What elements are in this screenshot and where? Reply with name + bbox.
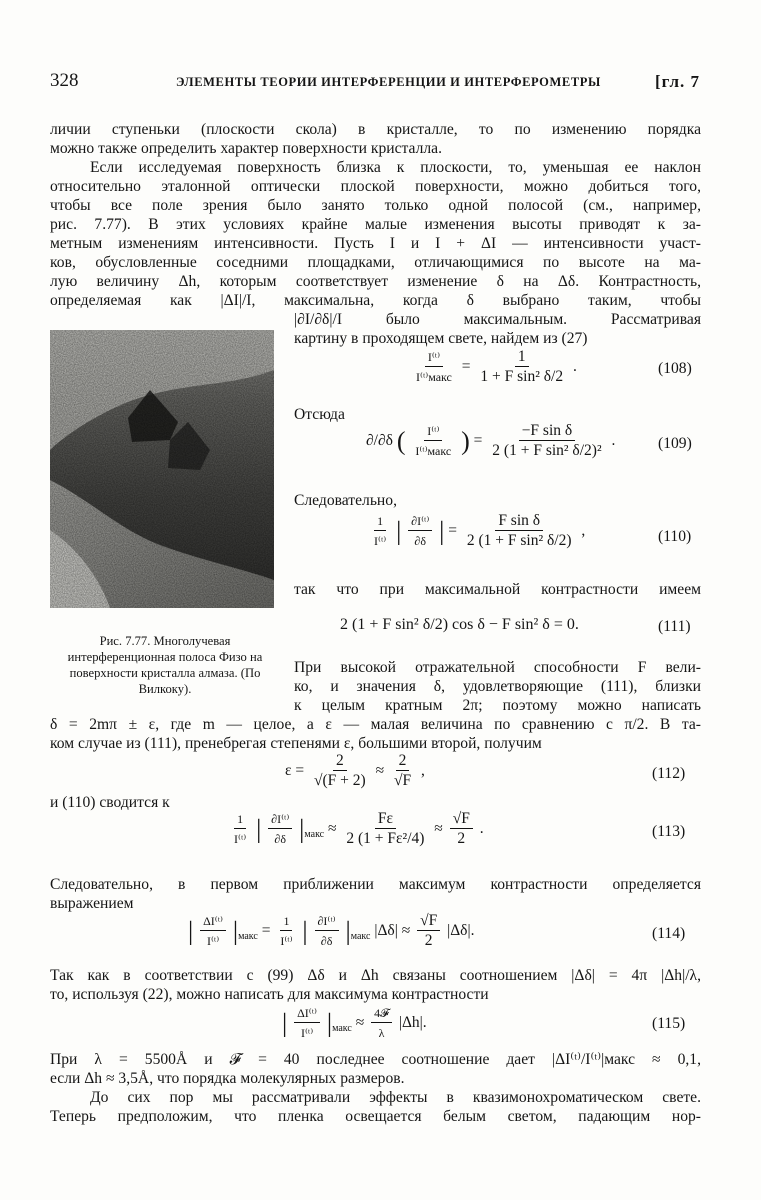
text-line: то, используя (22), можно написать для максимума контрастности	[50, 986, 489, 1003]
figure-photo-interference-fringe	[50, 330, 274, 608]
equation-number: (111)	[658, 618, 691, 635]
text-line: До сих пор мы рассматривали эффекты в квазимонохроматическом свете.	[90, 1089, 701, 1106]
equation-number: (114)	[652, 925, 686, 942]
text-line: картину в проходящем свете, найдем из (27)	[294, 330, 588, 347]
equation-112: ε = $\frac{2}{√(F + 2)}$ ≈ $\frac{2}{√F}$ ,	[285, 752, 425, 789]
text-line: ко, и значения δ, удовлетворяющие (111), близки	[294, 678, 701, 695]
equation-109: ∂/∂δ ( $\frac{\text{I⁽ᵗ⁾}}{\text{I⁽ᵗ⁾макс}}$ ) = $\frac{\text{−F sin δ}}{\text{2 (1 + F sin² δ/2)²}}$ .	[366, 422, 616, 459]
text-line: чтобы все поле зрения было занято только одной полосой (см., например,	[50, 197, 701, 214]
text-line: выражением	[50, 895, 134, 912]
equation-number: (113)	[652, 823, 686, 840]
text-line: определяемая как |ΔI|/I, максимальна, когда δ выбрано таким, чтобы	[50, 292, 701, 309]
text-line: если Δh ≈ 3,5Å, что порядка молекулярных размеров.	[50, 1070, 405, 1087]
text-line: так что при максимальной контрастности имеем	[294, 581, 701, 598]
text-line: При высокой отражательной способности F вели-	[294, 659, 701, 676]
equation-110: $\frac{1}{\text{I⁽ᵗ⁾}}$ | $\frac{\text{∂I⁽ᵗ⁾}}{\partial\delta}$ | = $\frac{\text{F sin δ}}{\text{2 (1 + F sin² δ/2)}}$ ,	[374, 512, 586, 549]
page-number: 328	[50, 70, 79, 91]
chapter-marker: [гл. 7	[654, 72, 700, 91]
text-line: Отсюда	[294, 406, 345, 423]
text-line: относительно эталонной оптически плоской поверхности, можно добиться того,	[50, 178, 701, 195]
equation-113: $\frac{1}{\text{I⁽ᵗ⁾}}$ | $\frac{\text{∂I⁽ᵗ⁾}}{\partial\delta}$ $|_{макс}$ ≈ $\frac{F\varepsilon}{\text{2 (1 + Fε²/4)}}$ ≈ $\frac{√F}{2}$ .	[234, 810, 484, 847]
text-line: личии ступеньки (плоскости скола) в кристалле, то по изменению порядка	[50, 121, 701, 138]
text-line: ком случае из (111), пренебрегая степенями ε, большими второй, получим	[50, 735, 542, 752]
text-line: Так как в соответствии с (99) Δδ и Δh связаны соотношением |Δδ| = 4π |Δh|/λ,	[50, 967, 701, 984]
text-line: Следовательно,	[294, 492, 397, 509]
equation-number: (109)	[658, 435, 692, 452]
text-line: метным изменениям интенсивности. Пусть I и I + ΔI — интенсивности участ-	[50, 235, 701, 252]
text-line: |∂I/∂δ|/I было максимальным. Рассматривая	[294, 311, 701, 328]
text-line: и (110) сводится к	[50, 794, 170, 811]
text-line: ков, обусловленные соседними площадками, отличающимися по высоте на ма-	[50, 254, 701, 271]
text-line: Теперь предположим, что пленка освещается белым светом, падающим нор-	[50, 1108, 701, 1125]
text-line: к целым кратным 2π; поэтому можно написать	[294, 697, 701, 714]
equation-number: (108)	[658, 360, 692, 377]
equation-number: (110)	[658, 528, 692, 545]
equation-115: | $\frac{\text{ΔI⁽ᵗ⁾}}{\text{I⁽ᵗ⁾}}$ $|_{макс}$ ≈ $\frac{\text{4𝓕}}{\lambda}$ |Δh|.	[282, 1006, 427, 1040]
text-line: можно также определить характер поверхности кристалла.	[50, 140, 442, 157]
fringe-photo-drawing	[50, 330, 274, 608]
equation-108: $\frac{\text{I⁽ᵗ⁾}}{\text{I⁽ᵗ⁾макс}}$ = $\frac{1}{\text{1 + F sin² δ/2}}$ .	[416, 348, 577, 385]
text-line: Если исследуемая поверхность близка к плоскости, то, уменьшая ее наклон	[90, 159, 701, 176]
text-line: Следовательно, в первом приближении максимум контрастности определяется	[50, 876, 701, 893]
running-title: ЭЛЕМЕНТЫ ТЕОРИИ ИНТЕРФЕРЕНЦИИ И ИНТЕРФЕРОМЕТРЫ	[176, 75, 601, 89]
text-line: δ = 2mπ ± ε, где m — целое, а ε — малая величина по сравнению с π/2. В та-	[50, 716, 701, 733]
text-line: рис. 7.77). В этих условиях крайне малые изменения высоты приводят к за-	[50, 216, 701, 233]
equation-number: (112)	[652, 765, 686, 782]
text-line: лую величину Δh, которым соответствует изменение δ на Δδ. Контрастность,	[50, 273, 701, 290]
equation-114: | $\frac{\text{ΔI⁽ᵗ⁾}}{\text{I⁽ᵗ⁾}}$ $|_{макс}$ = $\frac{1}{\text{I⁽ᵗ⁾}}$ | $\frac{\text{∂I⁽ᵗ⁾}}{\partial\delta}$ $|_{макс}$ |Δδ| ≈ $\frac{√F}{2}$ |Δδ|.	[188, 912, 475, 949]
equation-111: 2 (1 + F sin² δ/2) cos δ − F sin² δ = 0.	[340, 616, 579, 633]
equation-number: (115)	[652, 1015, 686, 1032]
text-line: При λ = 5500Å и 𝓕 = 40 последнее соотношение дает |ΔI⁽ᵗ⁾/I⁽ᵗ⁾|макс ≈ 0,1,	[50, 1051, 701, 1068]
figure-caption: Рис. 7.77. Многолучевая интерференционная полоса Физо на поверхности кристалла алмаза. (По Вилкоку).	[67, 634, 263, 696]
running-header	[50, 70, 700, 98]
